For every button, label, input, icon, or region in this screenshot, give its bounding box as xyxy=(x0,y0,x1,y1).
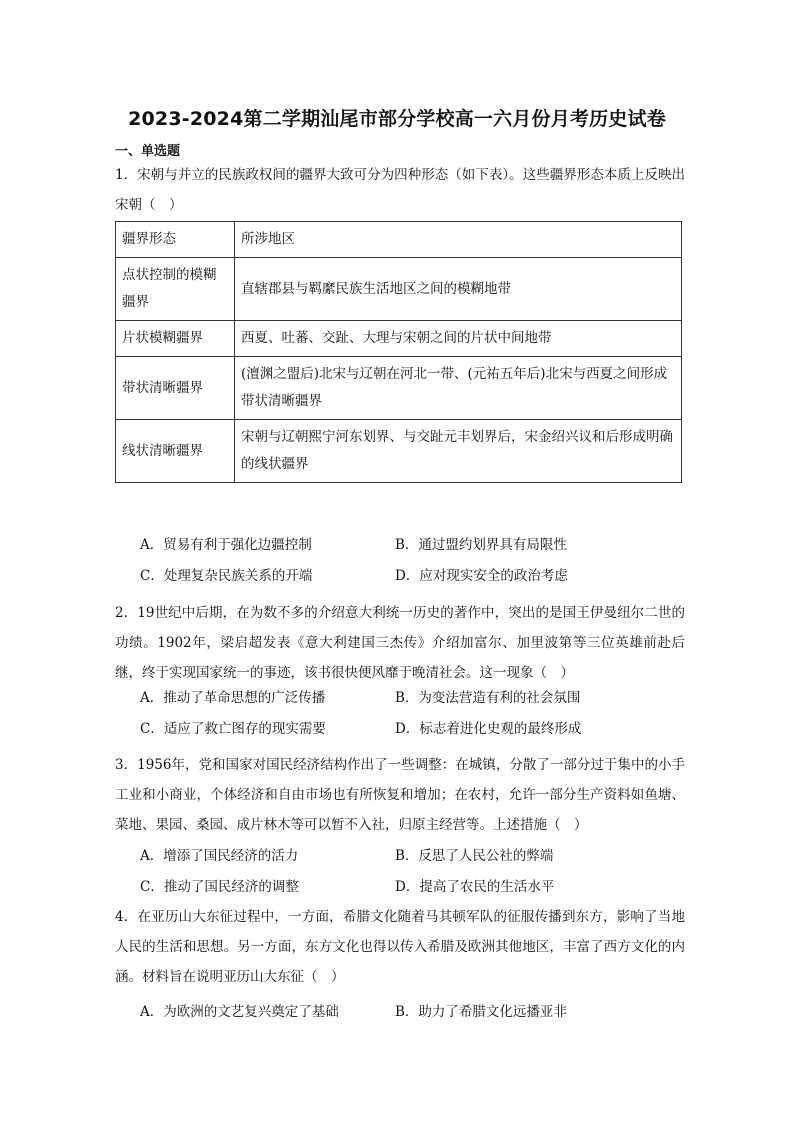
option-d[interactable]: D．提高了农民的生活水平 xyxy=(395,878,555,895)
exam-title: 2023-2024第二学期汕尾市部分学校高一六月份月考历史试卷 xyxy=(128,108,666,130)
option-c[interactable]: C．推动了国民经济的调整 xyxy=(140,878,299,895)
question-1-stem: 1．宋朝与并立的民族政权间的疆界大致可分为四种形态（如下表）。这些疆界形态本质上反映出宋朝（ ） xyxy=(115,167,685,213)
question-4-stem: 4．在亚历山大东征过程中，一方面，希腊文化随着马其顿军队的征服传播到东方，影响了当地人民的生活和思想。另一方面，东方文化也得以传入希腊及欧洲其他地区，丰富了西方文化的内涵。材料旨在说明亚历山大东征（ ） xyxy=(115,909,685,985)
question-2-stem: 2．19世纪中后期，在为数不多的介绍意大利统一历史的著作中，突出的是国王伊曼纽尔二世的功绩。1902年，梁启超发表《意大利建国三杰传》介绍加富尔、加里波第等三位英雄前赴后继，终于实现国家统一的事迹，该书很快便风靡于晚清社会。这一现象（ ） xyxy=(115,605,685,681)
table-row xyxy=(116,258,682,321)
option-a[interactable]: A．为欧洲的文艺复兴奠定了基础 xyxy=(140,1003,339,1020)
option-b[interactable]: B．通过盟约划界具有局限性 xyxy=(395,536,567,553)
question-3-options xyxy=(140,838,700,900)
table-cell: 直辖郡县与羁縻民族生活地区之间的模糊地带 xyxy=(235,258,682,321)
option-c[interactable]: C．适应了救亡图存的现实需要 xyxy=(140,720,326,737)
question-4-options xyxy=(140,994,700,1025)
question-3-stem: 3．1956年，党和国家对国民经济结构作出了一些调整：在城镇，分散了一部分过于集中的小手工业和小商业，个体经济和自由市场也有所恢复和增加；在农村，允许一部分生产资料如鱼塘、菜地、果园、桑园、成片林木等可以暂不入社，归原主经营等。上述措施（ ） xyxy=(115,757,685,833)
table-row xyxy=(116,321,682,357)
table-row xyxy=(116,420,682,483)
option-b[interactable]: B．为变法营造有利的社会氛围 xyxy=(395,689,581,706)
table-header-cell: 所涉地区 xyxy=(235,222,682,258)
table-header-cell: 疆界形态 xyxy=(116,222,235,258)
table-cell: (澶渊之盟后)北宋与辽朝在河北一带、(元祐五年后)北宋与西夏之间形成带状清晰疆界 xyxy=(235,357,682,420)
table-cell: 西夏、吐蕃、交趾、大理与宋朝之间的片状中间地带 xyxy=(235,321,682,357)
table-cell: 带状清晰疆界 xyxy=(116,357,235,420)
option-c[interactable]: C．处理复杂民族关系的开端 xyxy=(140,567,313,584)
question-1-options xyxy=(140,527,700,589)
table-header-row xyxy=(116,222,682,258)
option-d[interactable]: D．应对现实安全的政治考虑 xyxy=(395,567,568,584)
option-b[interactable]: B．反思了人民公社的弊端 xyxy=(395,847,554,864)
table-cell: 点状控制的模糊疆界 xyxy=(116,258,235,321)
question-2-options xyxy=(140,680,700,742)
option-a[interactable]: A．增添了国民经济的活力 xyxy=(140,847,299,864)
table-cell: 片状模糊疆界 xyxy=(116,321,235,357)
table-cell: 宋朝与辽朝熙宁河东划界、与交趾元丰划界后，宋金绍兴议和后形成明确的线状疆界 xyxy=(235,420,682,483)
table-row xyxy=(116,357,682,420)
border-forms-table xyxy=(115,221,682,483)
option-d[interactable]: D．标志着进化史观的最终形成 xyxy=(395,720,582,737)
option-a[interactable]: A．推动了革命思想的广泛传播 xyxy=(140,689,326,706)
table-cell: 线状清晰疆界 xyxy=(116,420,235,483)
section-heading: 一、单选题 xyxy=(115,144,181,159)
option-b[interactable]: B．助力了希腊文化远播亚非 xyxy=(395,1003,567,1020)
option-a[interactable]: A．贸易有利于强化边疆控制 xyxy=(140,536,312,553)
